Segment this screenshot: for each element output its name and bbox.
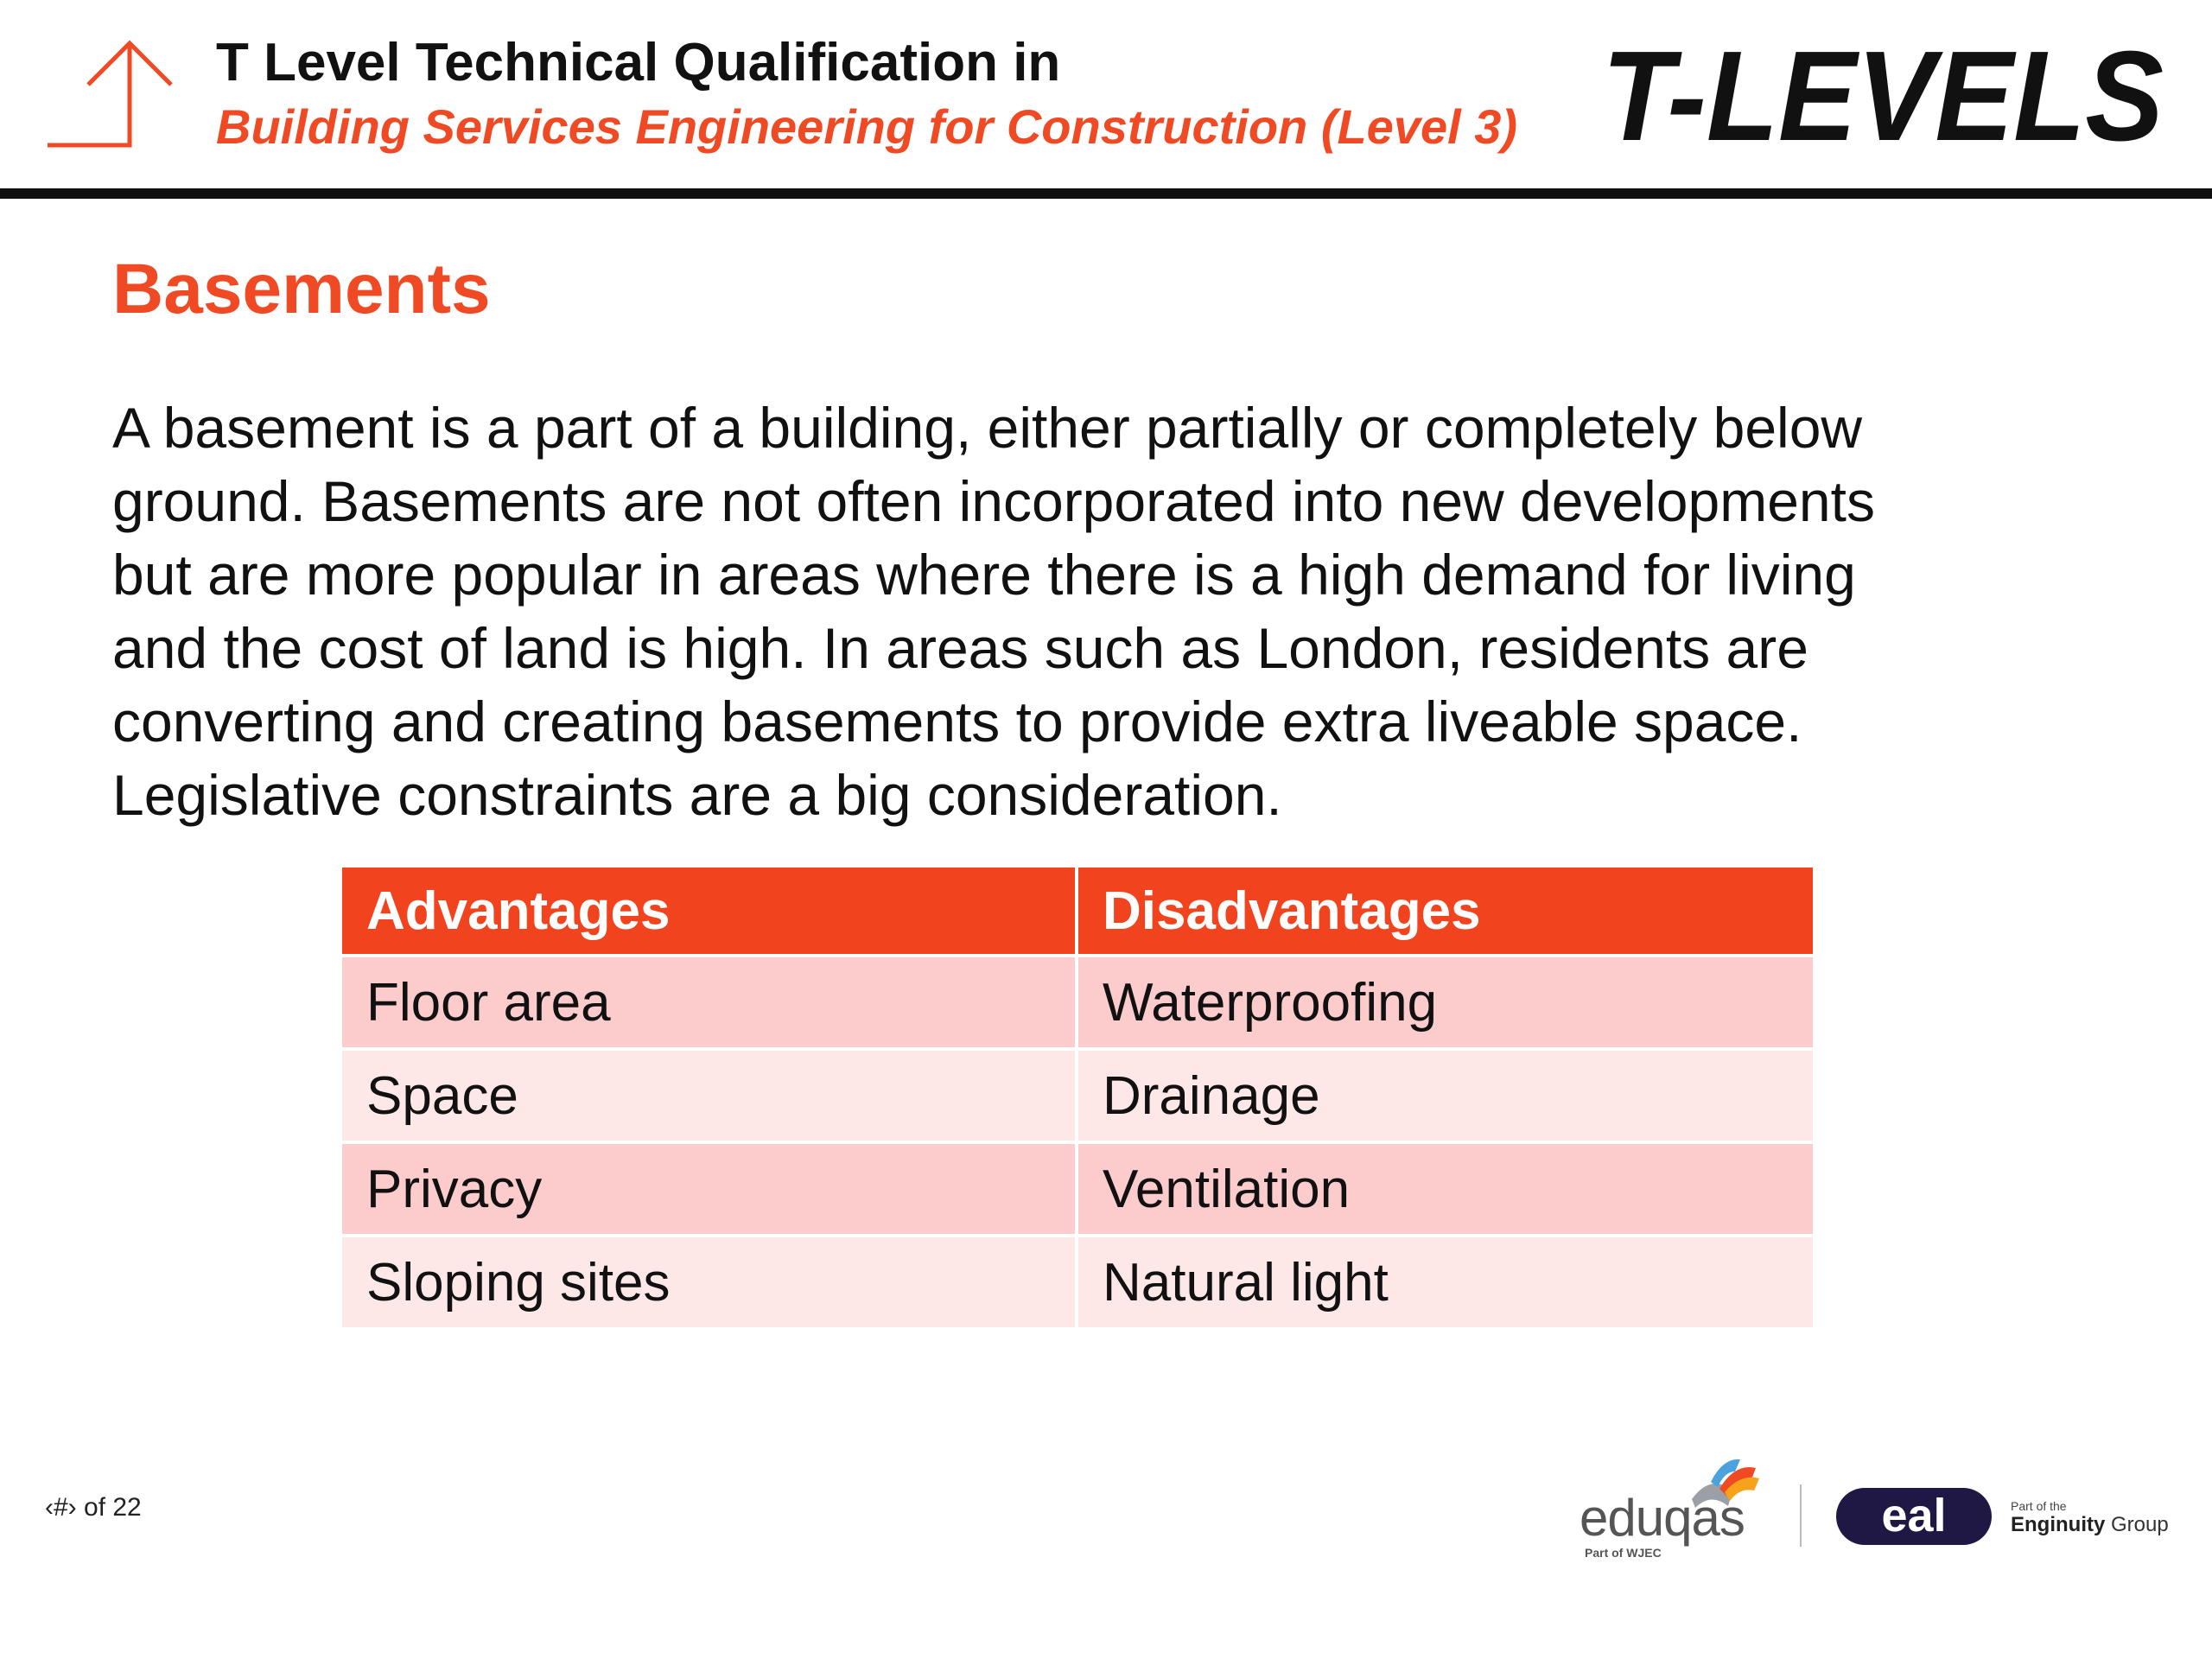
footer-divider: [1800, 1484, 1802, 1547]
eduqas-wordmark: eduqas: [1580, 1489, 1745, 1547]
enginuity-prefix: Part of the: [2011, 1499, 2067, 1513]
disadvantage-cell: Drainage: [1077, 1049, 1815, 1142]
table-row: [340, 1142, 1815, 1236]
column-header-disadvantages: Disadvantages: [1077, 866, 1815, 956]
paragraph-line: ground. Basements are not often incorporated into new developments: [112, 469, 1875, 533]
advantage-cell: Sloping sites: [340, 1236, 1077, 1329]
qualification-title: T Level Technical Qualification in: [216, 33, 1061, 92]
advantage-cell: Privacy: [340, 1142, 1077, 1236]
table-header-row: [340, 866, 1815, 956]
paragraph-line: but are more popular in areas where there is a high demand for living: [112, 543, 1856, 607]
enginuity-suffix: Group: [2105, 1513, 2169, 1536]
qualification-title-block: [216, 33, 1517, 161]
paragraph-line: converting and creating basements to provide extra liveable space.: [112, 690, 1802, 753]
slide-heading: Basements: [112, 250, 491, 328]
advantages-disadvantages-table: [339, 864, 1816, 1331]
t-levels-logo: [1599, 35, 2169, 156]
enginuity-bold: Enginuity: [2011, 1513, 2106, 1536]
eduqas-logo: [1573, 1456, 1771, 1564]
enginuity-name: [2011, 1513, 2169, 1537]
page-number: [45, 1493, 142, 1522]
table-row: [340, 1236, 1815, 1329]
table-row: [340, 1049, 1815, 1142]
paragraph-line: A basement is a part of a building, either partially or completely below: [112, 396, 1863, 460]
page-number-placeholder: ‹#›: [45, 1493, 77, 1522]
paragraph-line: and the cost of land is high. In areas such as London, residents are: [112, 616, 1808, 680]
page-total: of 22: [84, 1493, 142, 1522]
paragraph-line: Legislative constraints are a big consideration.: [112, 763, 1282, 827]
header-divider: [0, 188, 2212, 199]
advantage-cell: Floor area: [340, 956, 1077, 1049]
svg-text:T-LEVELS: T-LEVELS: [1602, 35, 2164, 156]
advantage-cell: Space: [340, 1049, 1077, 1142]
qualification-subtitle: Building Services Engineering for Construction (Level 3): [216, 99, 1518, 154]
column-header-advantages: Advantages: [340, 866, 1077, 956]
table-row: [340, 956, 1815, 1049]
slide-header: [0, 0, 2212, 190]
enginuity-group-logo: [2011, 1499, 2169, 1537]
disadvantage-cell: Waterproofing: [1077, 956, 1815, 1049]
disadvantage-cell: Natural light: [1077, 1236, 1815, 1329]
eal-logo: eal: [1836, 1488, 1992, 1545]
arrow-up-icon: [43, 35, 181, 156]
eduqas-subtitle: Part of WJEC: [1585, 1546, 1662, 1560]
disadvantage-cell: Ventilation: [1077, 1142, 1815, 1236]
body-paragraph: [112, 391, 2134, 832]
